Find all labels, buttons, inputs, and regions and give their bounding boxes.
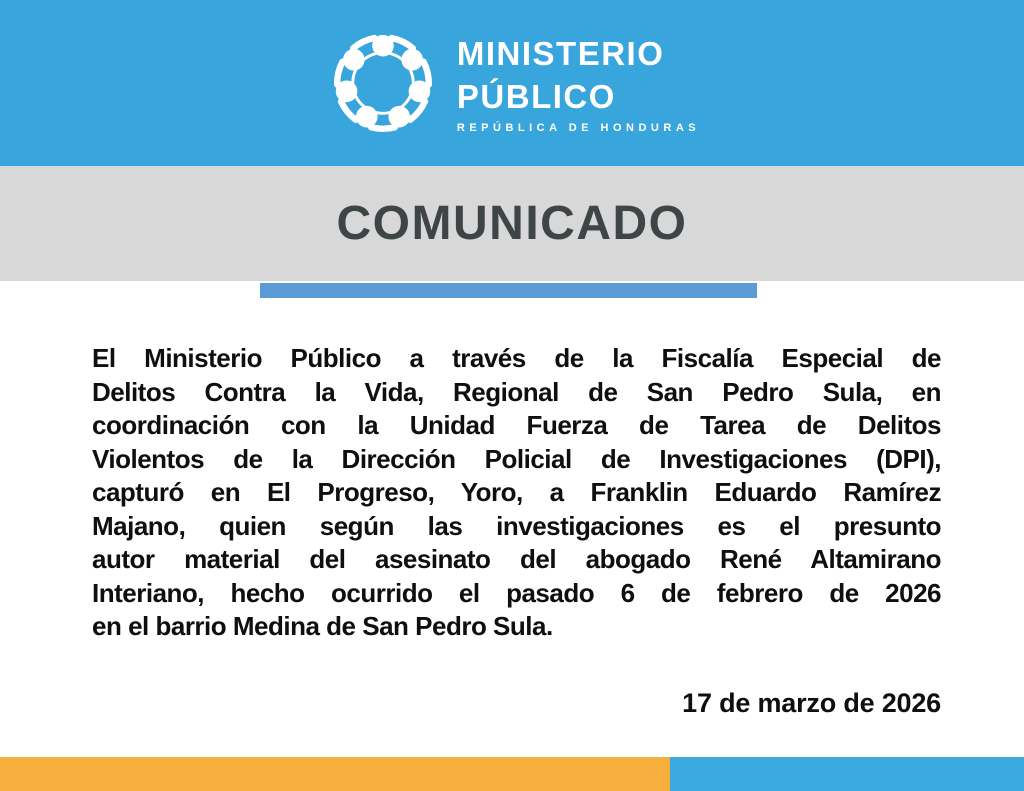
body-text-line: en el barrio Medina de San Pedro Sula.	[92, 611, 553, 641]
body-text-line: coordinación con la Unidad Fuerza de Tarea de Delitos	[92, 410, 941, 440]
header-banner	[0, 0, 1024, 166]
body-text-line: capturó en El Progreso, Yoro, a Franklin Eduardo Ramírez	[92, 477, 941, 507]
logo-wordmark	[457, 32, 700, 134]
date-text: 17 de marzo de 2026	[682, 687, 941, 718]
footer-orange-stripe	[0, 757, 670, 791]
body-text-line: Violentos de la Dirección Policial de Investigaciones (DPI),	[92, 443, 941, 474]
logo-subtitle: REPÚBLICA DE HONDURAS	[456, 122, 701, 134]
ministerio-publico-emblem-icon	[324, 24, 442, 142]
accent-bar	[260, 283, 757, 298]
body-text-line: Delitos Contra la Vida, Regional de San Pedro Sula, en	[92, 376, 941, 407]
title-band	[0, 166, 1024, 281]
footer-blue-stripe	[670, 757, 1024, 791]
body-text-line: Majano, quien según las investigaciones es el presunto	[92, 510, 941, 541]
body-text-line: Interiano, hecho ocurrido el pasado 6 de febrero de 2026	[92, 577, 941, 608]
body-text-line: El Ministerio Público a través de la Fiscalía Especial de	[92, 343, 941, 373]
page-title: COMUNICADO	[336, 197, 688, 250]
footer-stripes	[0, 757, 1024, 791]
logo-title-line1: MINISTERIO	[456, 35, 665, 72]
body-text-line: autor material del asesinato del abogado René Altamirano	[92, 544, 941, 574]
logo-title-line2: PÚBLICO	[456, 78, 616, 115]
announcement-body	[0, 298, 1024, 719]
